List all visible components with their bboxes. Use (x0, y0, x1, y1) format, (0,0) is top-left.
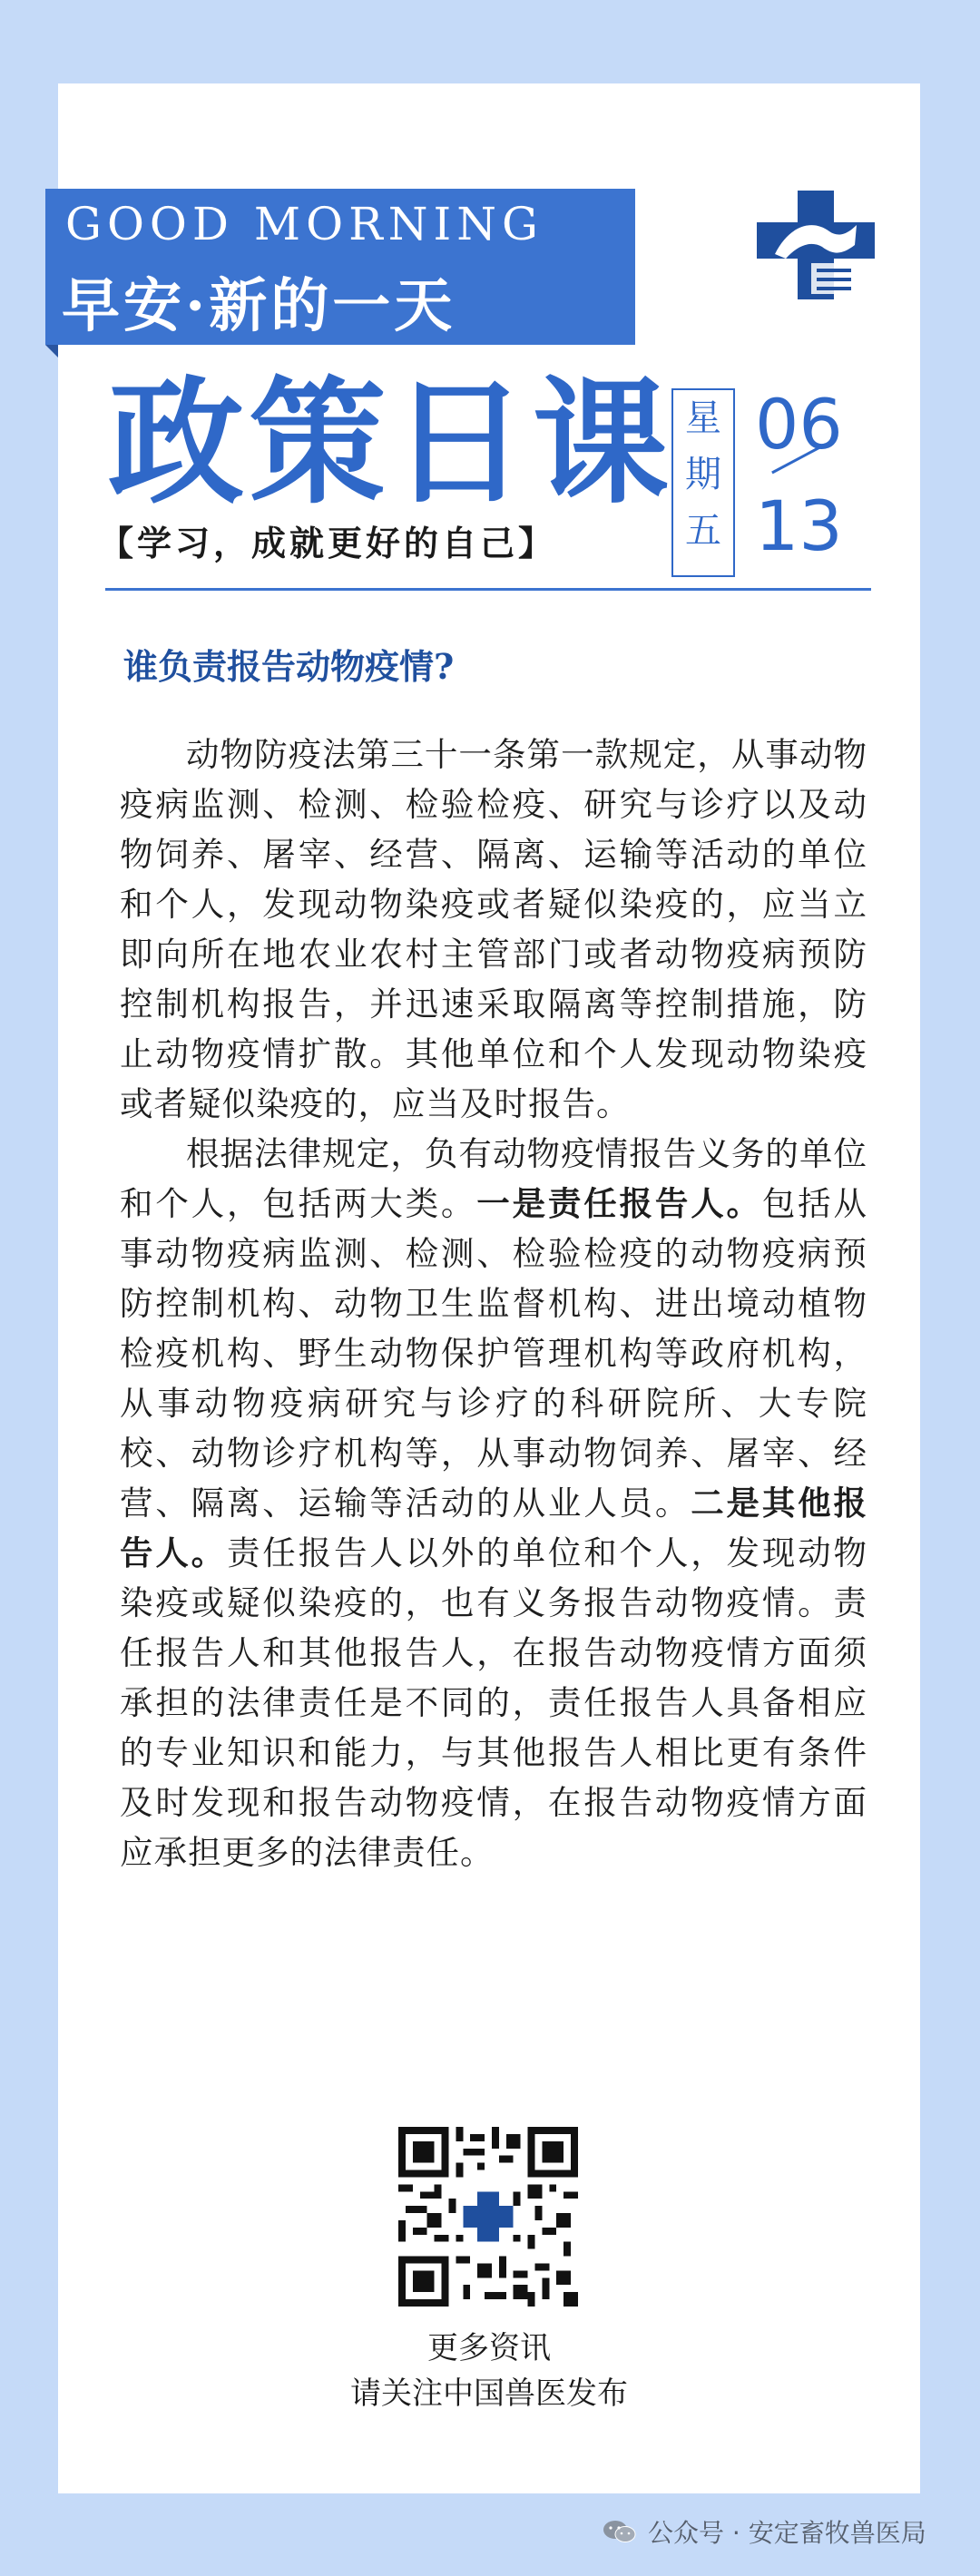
article-body (120, 730, 867, 1877)
paragraph-1: 动物防疫法第三十一条第一款规定，从事动物疫病监测、检测、检验检疫、研究与诊疗以及动物饲养、屠宰、经营、隔离、运输等活动的单位和个人，发现动物染疫或者疑似染疫的，应当立即向所在地农业农村主管部门或者动物疫病预防控制机构报告，并迅速采取隔离等控制措施，防止动物疫情扩散。其他单位和个人发现动物染疫或者疑似染疫的，应当及时报告。 (120, 735, 867, 1123)
header-divider (105, 588, 871, 591)
page-subtitle: 【学习，成就更好的自己】 (99, 524, 557, 563)
page-title: 政策日课 (108, 365, 675, 523)
footer-text: 公众号 · 安定畜牧兽医局 (648, 2518, 926, 2548)
other-reporter-heading: 二是其他报告人。 (120, 1484, 868, 1572)
greeting-english: GOOD MORNING (65, 198, 544, 250)
qr-code[interactable] (398, 2127, 578, 2307)
paragraph-2-intro: 根据法律规定，负有动物疫情报告义务的单位和个人，包括两大类。 (120, 1134, 867, 1223)
qr-caption-more: 更多资讯 (427, 2330, 551, 2366)
date-month: 06 (755, 384, 843, 465)
banner-fold (45, 345, 58, 358)
question-heading: 谁负责报告动物疫情? (123, 646, 455, 687)
other-reporter-text: 责任报告人以外的单位和个人，发现动物染疫或疑似染疫的，也有义务报告动物疫情。责任报告人和其他报告人，在报告动物疫情方面须承担的法律责任是不同的，责任报告人具备相应的专业知识和能力，与其他报告人相比更有条件及时发现和报告动物疫情，在报告动物疫情方面应承担更多的法律责任。 (120, 1533, 868, 1872)
date-day: 13 (755, 485, 843, 566)
greeting-chinese: 早安·新的一天 (62, 272, 456, 340)
weekday-char: 期 (685, 454, 721, 495)
weekday-box (671, 388, 735, 577)
greeting-banner (45, 189, 635, 345)
responsible-reporter-heading: 一是责任报告人。 (476, 1184, 762, 1223)
responsible-reporter-text: 包括从事动物疫病监测、检测、检验检疫的动物疫病预防控制机构、动物卫生监督机构、进出境动植物检疫机构、野生动物保护管理机构等政府机构，从事动物疫病研究与诊疗的科研院所、大专院校、动物诊疗机构等，从事动物饲养、屠宰、经营、隔离、运输等活动的从业人员。 (120, 1184, 868, 1523)
wechat-icon (603, 2519, 637, 2544)
footer-account[interactable] (603, 2513, 926, 2550)
qr-caption-follow: 请关注中国兽医发布 (350, 2375, 628, 2412)
weekday-char: 五 (685, 510, 721, 552)
article-card (58, 83, 920, 2493)
weekday-char: 星 (685, 397, 721, 439)
cross-logo-icon (757, 191, 875, 299)
paragraph-2 (120, 1129, 867, 1877)
